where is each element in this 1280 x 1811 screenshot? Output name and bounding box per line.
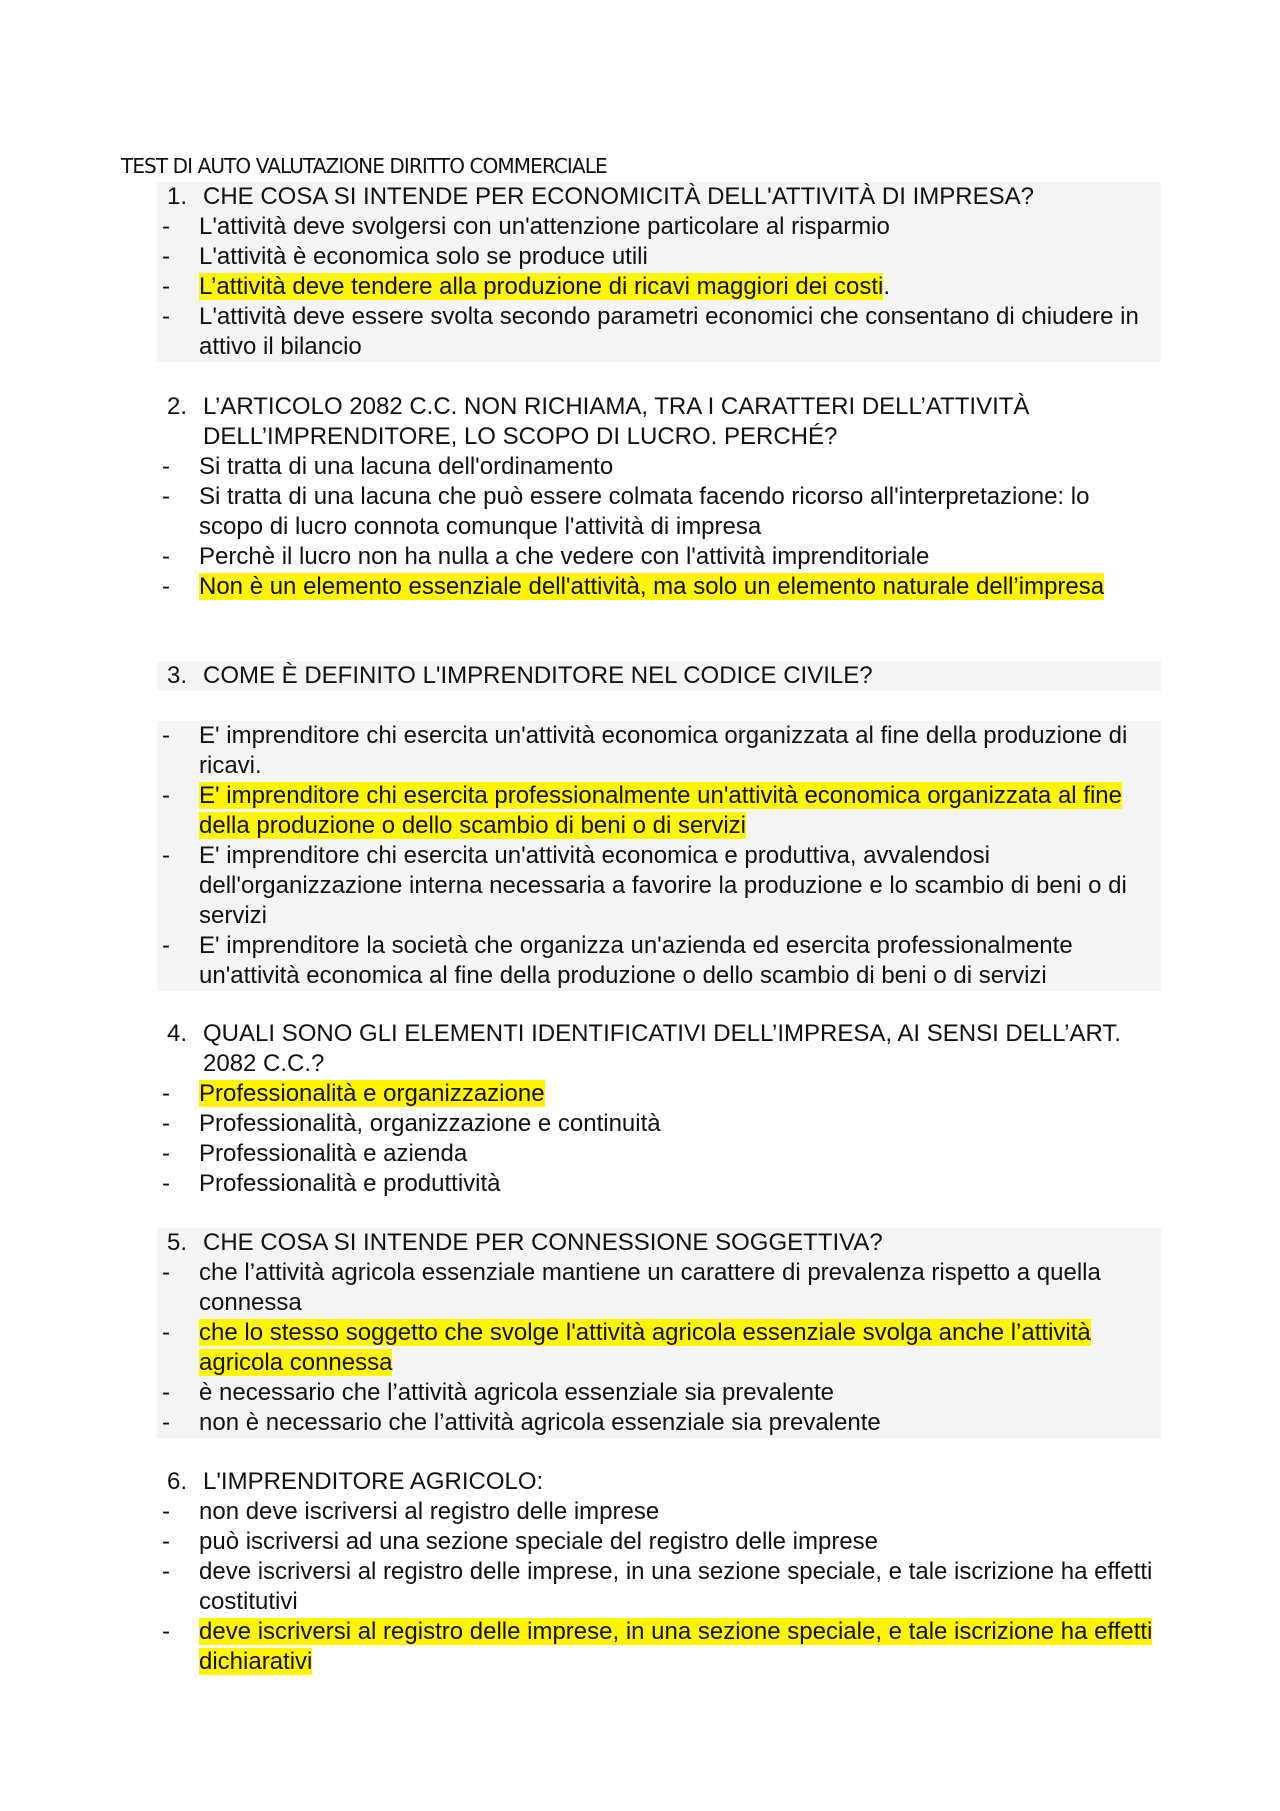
answer-option [157,1378,1161,1408]
option-text: Si tratta di una lacuna che può essere colmata facendo ricorso all'interpretazione: lo scopo di lucro connota comunque l'attività di impresa [199,483,1090,540]
answer-option-correct [157,272,1161,302]
option-suffix: . [883,273,891,300]
bullet-dash: - [162,453,170,480]
answer-options [157,1258,1161,1438]
option-text: può iscriversi ad una sezione speciale del registro delle imprese [199,1528,879,1555]
bullet-dash: - [162,573,170,600]
question-heading [157,661,1161,691]
bullet-dash: - [162,1259,170,1286]
answer-option-correct [157,1617,1161,1677]
highlighted-answer: Professionalità e organizzazione [199,1080,545,1107]
bullet-dash: - [162,483,170,510]
answer-option [157,452,1161,482]
bullet-dash: - [162,243,170,270]
option-text: L'attività è economica solo se produce utili [199,243,648,270]
answer-option [157,1258,1161,1318]
answer-options [157,1079,1161,1199]
question-text: QUALI SONO GLI ELEMENTI IDENTIFICATIVI DELL’IMPRESA, AI SENSI DELL’ART. 2082 C.C.? [203,1020,1122,1077]
bullet-dash: - [162,1618,170,1645]
bullet-dash: - [162,842,170,869]
option-text: deve iscriversi al registro delle imprese, in una sezione speciale, e tale iscrizione ha effetti costitutivi [199,1558,1153,1615]
bullet-dash: - [162,303,170,330]
answer-option [157,1408,1161,1438]
spacer [157,691,1161,721]
question-heading [157,1467,1161,1497]
answer-option [157,1497,1161,1527]
answer-option-correct [157,781,1161,841]
answer-option [157,1139,1161,1169]
question-text: CHE COSA SI INTENDE PER ECONOMICITÀ DELL'ATTIVITÀ DI IMPRESA? [203,183,1034,210]
question-number: 5. [167,1229,188,1256]
highlighted-answer: Non è un elemento essenziale dell'attività, ma solo un elemento naturale dell’impresa [199,573,1105,600]
highlighted-answer: che lo stesso soggetto che svolge l'attività agricola essenziale svolga anche l’attività agricola connessa [199,1319,1091,1376]
option-text: Perchè il lucro non ha nulla a che vedere con l'attività imprenditoriale [199,543,930,570]
document-title: TEST DI AUTO VALUTAZIONE DIRITTO COMMERCIALE [121,154,607,178]
bullet-dash: - [162,543,170,570]
question-number: 4. [167,1020,188,1047]
option-text: Professionalità e produttività [199,1170,501,1197]
highlighted-answer: E' imprenditore chi esercita professionalmente un'attività economica organizzata al fine della produzione o dello scambio di beni o di servizi [199,782,1122,839]
bullet-dash: - [162,1140,170,1167]
bullet-dash: - [162,932,170,959]
answer-option [157,1169,1161,1199]
question-3 [157,661,1161,991]
question-heading [157,1228,1161,1258]
answer-option-correct [157,572,1161,602]
bullet-dash: - [162,1170,170,1197]
answer-option [157,302,1161,362]
answer-options [157,212,1161,362]
question-text: COME È DEFINITO L'IMPRENDITORE NEL CODICE CIVILE? [203,662,873,689]
question-number: 3. [167,662,188,689]
answer-option [157,931,1161,991]
question-2 [157,392,1161,602]
question-1 [157,182,1161,362]
question-text: CHE COSA SI INTENDE PER CONNESSIONE SOGGETTIVA? [203,1229,883,1256]
option-text: è necessario che l’attività agricola essenziale sia prevalente [199,1379,835,1406]
highlighted-answer: L’attività deve tendere alla produzione di ricavi maggiori dei costi [199,273,884,300]
option-text: E' imprenditore chi esercita un'attività economica e produttiva, avvalendosi dell'organizzazione interna necessaria a favorire la produzione e lo scambio di beni o di servizi [199,842,1127,929]
option-text: che l’attività agricola essenziale mantiene un carattere di prevalenza rispetto a quella connessa [199,1259,1101,1316]
bullet-dash: - [162,213,170,240]
question-heading [157,392,1161,452]
question-number: 6. [167,1468,188,1495]
question-4 [157,1019,1161,1199]
question-heading [157,182,1161,212]
bullet-dash: - [162,273,170,300]
answer-option [157,242,1161,272]
option-text: Si tratta di una lacuna dell'ordinamento [199,453,614,480]
answer-options [157,1497,1161,1677]
question-number: 2. [167,393,188,420]
bullet-dash: - [162,1558,170,1585]
question-number: 1. [167,183,188,210]
answer-option [157,482,1161,542]
bullet-dash: - [162,1110,170,1137]
question-heading [157,1019,1161,1079]
option-text: non deve iscriversi al registro delle imprese [199,1498,660,1525]
answer-option [157,1109,1161,1139]
question-text: L'IMPRENDITORE AGRICOLO: [203,1468,544,1495]
answer-option [157,721,1161,781]
bullet-dash: - [162,1379,170,1406]
answer-option [157,1527,1161,1557]
bullet-dash: - [162,1498,170,1525]
bullet-dash: - [162,722,170,749]
answer-option-correct [157,1079,1161,1109]
option-text: E' imprenditore chi esercita un'attività economica organizzata al fine della produzione di ricavi. [199,722,1128,779]
bullet-dash: - [162,782,170,809]
answer-options [157,452,1161,602]
question-text: L’ARTICOLO 2082 C.C. NON RICHIAMA, TRA I CARATTERI DELL’ATTIVITÀ DELL’IMPRENDITORE, LO SCOPO DI LUCRO. PERCHÉ? [203,393,1030,450]
option-text: Professionalità e azienda [199,1140,468,1167]
bullet-dash: - [162,1528,170,1555]
answer-option [157,542,1161,572]
answer-option [157,841,1161,931]
option-text: E' imprenditore la società che organizza un'azienda ed esercita professionalmente un'attività economica al fine della produzione o dello scambio di beni o di servizi [199,932,1073,989]
bullet-dash: - [162,1319,170,1346]
highlighted-answer: deve iscriversi al registro delle imprese, in una sezione speciale, e tale iscrizione ha effetti dichiarativi [199,1618,1153,1675]
answer-option [157,1557,1161,1617]
option-text: L'attività deve svolgersi con un'attenzione particolare al risparmio [199,213,890,240]
question-6 [157,1467,1161,1677]
bullet-dash: - [162,1409,170,1436]
answer-option [157,212,1161,242]
option-text: Professionalità, organizzazione e continuità [199,1110,661,1137]
option-text: L'attività deve essere svolta secondo parametri economici che consentano di chiudere in attivo il bilancio [199,303,1139,360]
question-5 [157,1228,1161,1438]
bullet-dash: - [162,1080,170,1107]
answer-option-correct [157,1318,1161,1378]
option-text: non è necessario che l’attività agricola essenziale sia prevalente [199,1409,881,1436]
answer-options [157,721,1161,991]
